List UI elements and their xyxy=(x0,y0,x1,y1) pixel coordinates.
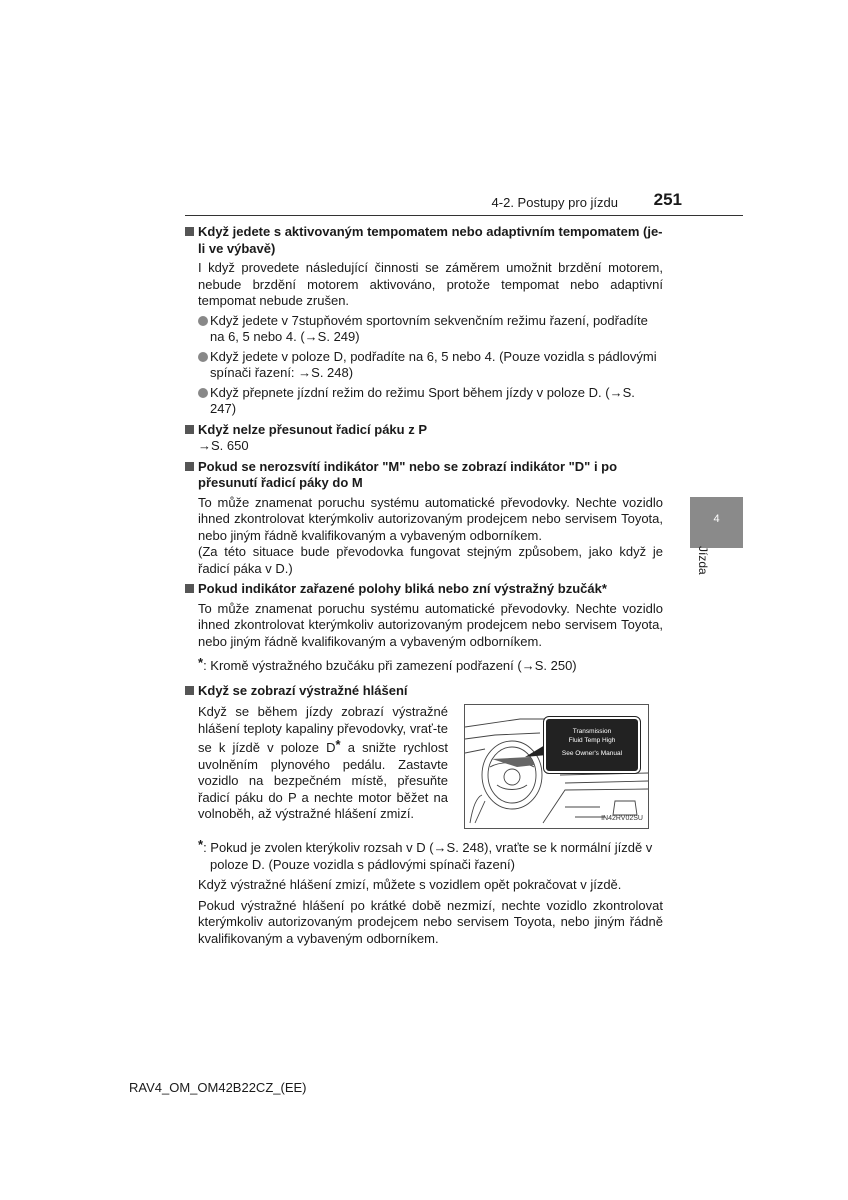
footnote-text: : Pokud je zvolen kterýkoliv rozsah v D (→S. 248), vraťte se k normální jízdě v poloze D. (Pouze vozidla s pádlovými spínači řazení) xyxy=(203,840,653,872)
footer-document-code: RAV4_OM_OM42B22CZ_(EE) xyxy=(129,1080,307,1095)
display-line: Fluid Temp High xyxy=(568,737,616,744)
chapter-label: Jízda xyxy=(696,546,710,575)
dashboard-illustration xyxy=(464,704,649,829)
footnote-text: : Kromě výstražného bzučáku při zamezení podřazení (→S. 250) xyxy=(203,658,577,673)
section-text-message-cleared: Když výstražné hlášení zmizí, můžete s vozidlem opět pokračovat v jízdě. xyxy=(198,877,622,892)
footnote xyxy=(198,655,663,675)
chapter-tab-label xyxy=(696,546,710,590)
chapter-tab xyxy=(690,497,743,548)
figure-code: IN42RV02SU xyxy=(601,814,643,822)
bullet-item: Když jedete v poloze D, podřadíte na 6, 5 nebo 4. (Pouze vozidla s pádlovými spínači řazení: →S. 248) xyxy=(198,349,663,382)
warning-text-part: a snižte rychlost uvolněním plynového pedálu. Zastavte vozidlo na bezpečném místě, přesuňte řadicí páku do P a nechte motor běžet na volnoběh, až výstražné hlášení zmizí. xyxy=(198,740,448,821)
footnote-mark: * xyxy=(198,837,204,852)
warning-text-part: Když se během jízdy zobrazí výstražné hlášení teploty kapaliny převodovky, vrať-te se k jízdě v poloze D xyxy=(198,704,448,755)
section-text-m-indicator: To může znamenat poruchu systému automatické převodovky. Nechte vozidlo ihned zkontrolovat kterýmkoliv autorizovaným prodejcem nebo servisem Toyota, nebo jiným řádně kvalifikovaným a vybaveným odborníkem. xyxy=(198,494,663,543)
footnote-mark: * xyxy=(198,655,204,670)
footnote xyxy=(198,837,663,873)
bullet-item: Když jedete v 7stupňovém sportovním sekvenčním režimu řazení, podřadíte na 6, 5 nebo 4. (→S. 249) xyxy=(198,313,663,346)
warning-text xyxy=(198,704,448,823)
warning-block xyxy=(185,704,663,832)
footnote-mark: * xyxy=(335,737,341,752)
display-line: Transmission xyxy=(572,728,612,735)
header-divider xyxy=(185,215,743,216)
page-number: 251 xyxy=(653,190,682,209)
section-text-message-persists: Pokud výstražné hlášení po krátké době nezmizí, nechte vozidlo zkontrolovat kterýmkoliv autorizovaným prodejcem nebo servisem Toyota, nebo jiným řádně kvalifikovaným a vybaveným odborníkem. xyxy=(198,897,663,946)
section-text-cruise: I když provedete následující činnosti se záměrem umožnit brzdění motorem, nebude brzdění motorem aktivováno, protože tempomat nebo adaptivní tempomat nebude zrušen. xyxy=(198,260,663,308)
warning-display-callout xyxy=(544,717,640,773)
section-heading-m-indicator: Pokud se nerozsvítí indikátor "M" nebo se zobrazí indikátor "D" i po přesunutí řadicí páky do M xyxy=(185,459,663,492)
section-heading-warning-message: Když se zobrazí výstražné hlášení xyxy=(185,683,663,700)
chapter-number: 4 xyxy=(713,513,720,525)
section-heading-buzzer: Pokud indikátor zařazené polohy bliká nebo zní výstražný bzučák* xyxy=(185,581,663,598)
section-text-buzzer: To může znamenat poruchu systému automatické převodovky. Nechte vozidlo ihned zkontrolovat kterýmkoliv autorizovaným prodejcem nebo servisem Toyota, nebo jiným řádně kvalifikovaným a vybaveným odborníkem. xyxy=(198,600,663,649)
section-heading-cruise: Když jedete s aktivovaným tempomatem nebo adaptivním tempomatem (je-li ve výbavě) xyxy=(185,224,663,257)
display-line: See Owner's Manual xyxy=(561,750,623,757)
section-heading-shift-lever: Když nelze přesunout řadicí páku z P xyxy=(185,422,663,439)
section-note-m-indicator: (Za této situace bude převodovka fungovat stejným způsobem, jako když je řadicí páka v D.) xyxy=(198,544,663,576)
page-reference: →S. 650 xyxy=(198,438,249,453)
page-content xyxy=(185,224,663,947)
header-section-title: 4-2. Postupy pro jízdu xyxy=(491,195,618,210)
bullet-item: Když přepnete jízdní režim do režimu Sport během jízdy v poloze D. (→S. 247) xyxy=(198,385,663,418)
